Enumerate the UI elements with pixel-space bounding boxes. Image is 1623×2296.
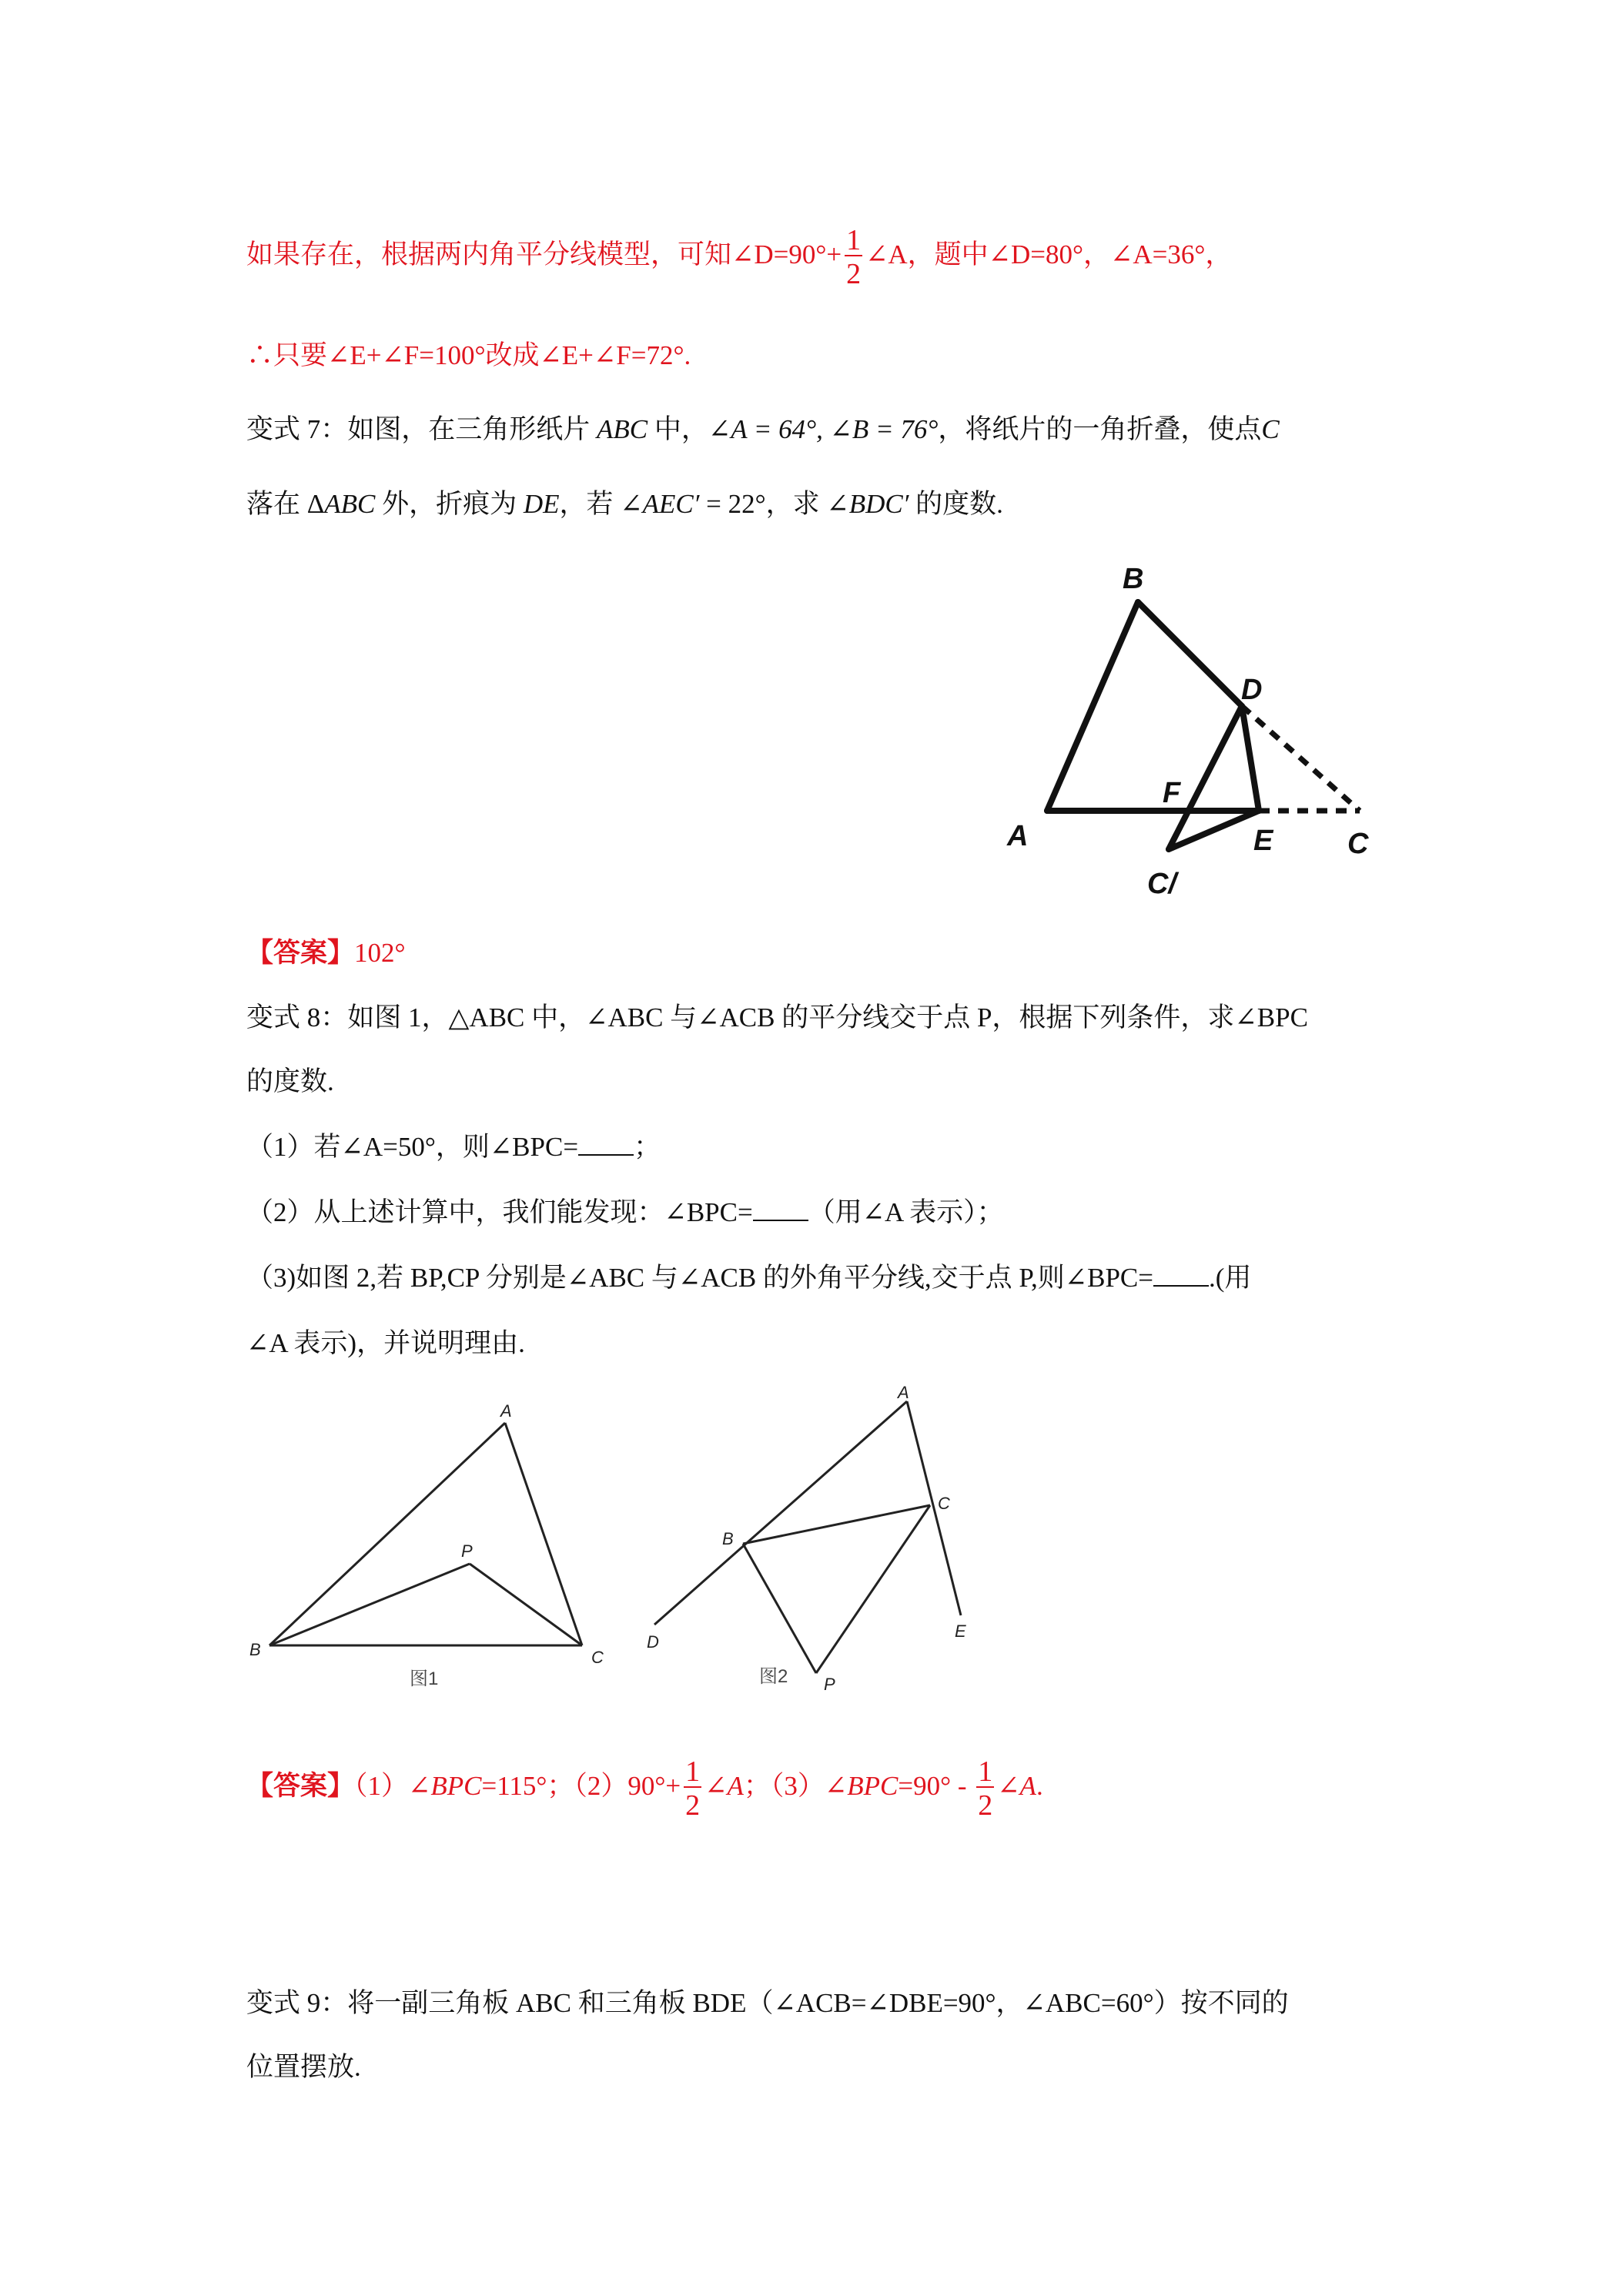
fraction-denominator: 2 — [978, 1789, 993, 1822]
variant-9-line-2: 位置摆放. — [246, 2052, 361, 2082]
fold-triangle-figure — [993, 554, 1401, 909]
math: BDC′ — [848, 489, 909, 519]
label-b: B — [1123, 563, 1144, 595]
text: = 22°，求 ∠ — [699, 489, 849, 519]
text: .(用 — [1209, 1263, 1252, 1293]
label-a: A — [1007, 820, 1029, 852]
variant-8-q2 — [246, 1193, 1004, 1232]
variant-8-q3-line-2: ∠A 表示)，并说明理由. — [246, 1328, 525, 1358]
label-b: B — [722, 1529, 734, 1548]
solution-line-1 — [246, 226, 1232, 289]
variant-9-line-1: 变式 9：将一副三角板 ABC 和三角板 BDE（∠ACB=∠DBE=90°，∠ABC=60°）按不同的 — [246, 1988, 1289, 2018]
math: C — [1261, 414, 1280, 444]
answer-7 — [246, 934, 406, 972]
answer-tag: 【答案】 — [246, 1771, 355, 1802]
label-a: A — [500, 1401, 512, 1421]
segment-bp — [743, 1544, 816, 1673]
variant-8-line-2: 的度数. — [246, 1066, 334, 1096]
label-a: A — [898, 1383, 909, 1402]
text: （2）从上述计算中，我们能发现：∠BPC= — [246, 1197, 753, 1227]
solution-line-2: ∴只要∠E+∠F=100°改成∠E+∠F=72°. — [246, 340, 691, 370]
text: ；（3） — [743, 1771, 825, 1802]
label-d: D — [647, 1632, 659, 1652]
segment-ba — [269, 1423, 505, 1645]
dashed-dc — [1242, 706, 1360, 811]
answer-value: 102° — [354, 938, 406, 968]
fraction-numerator: 1 — [685, 1755, 701, 1788]
text: ，将纸片的一角折叠，使点 — [938, 414, 1262, 444]
segment-bc — [743, 1505, 930, 1544]
solution-text: ∠A，题中∠D=80°，∠A=36°， — [865, 239, 1233, 270]
segment-pc — [470, 1564, 582, 1645]
text: 变式 7：如图，在三角形纸片 — [246, 414, 597, 444]
label-p: P — [824, 1675, 835, 1694]
text: 的度数. — [909, 489, 1003, 519]
answer-tag: 【答案】 — [246, 938, 355, 968]
fraction — [684, 1757, 701, 1820]
segment-ab — [1047, 602, 1138, 811]
fraction — [976, 1757, 994, 1820]
math: ∠A = 64°, ∠B = 76° — [708, 414, 939, 444]
text: ，若 ∠ — [559, 489, 643, 519]
fraction-numerator: 1 — [846, 224, 862, 256]
text: （1） — [354, 1771, 409, 1802]
label-p: P — [461, 1541, 473, 1561]
math: ABC — [597, 414, 648, 444]
fraction-numerator: 1 — [978, 1755, 993, 1788]
math: DE — [523, 489, 560, 519]
label-c: C — [1347, 828, 1369, 860]
text: 外，折痕为 — [375, 489, 524, 519]
answer-blank — [753, 1197, 808, 1221]
math: AEC′ — [642, 489, 700, 519]
text: . — [1036, 1771, 1043, 1802]
label-b: B — [249, 1640, 261, 1659]
variant-7-line-1 — [246, 410, 1280, 449]
figure-2-caption: 图2 — [759, 1666, 788, 1687]
segment-bp — [269, 1564, 470, 1645]
variant-7-line-2 — [246, 485, 1003, 524]
fraction — [845, 226, 862, 289]
text: （1）若∠A=50°，则∠BPC= — [246, 1132, 579, 1162]
text: ； — [634, 1132, 661, 1162]
figure-1 — [239, 1386, 631, 1694]
answer-blank — [1153, 1262, 1209, 1287]
label-f: F — [1163, 777, 1181, 809]
variant-8-q1 — [246, 1128, 661, 1166]
answer-8 — [246, 1757, 1043, 1820]
label-c: C — [591, 1648, 604, 1667]
segment-da — [654, 1401, 907, 1625]
answer-blank — [578, 1131, 634, 1156]
label-e: E — [955, 1622, 966, 1641]
math: ∠A — [704, 1771, 744, 1802]
segment-cp — [816, 1505, 930, 1673]
text: =90° - — [898, 1771, 974, 1802]
segment-ac — [505, 1423, 582, 1645]
math: ∠BPC — [408, 1771, 482, 1802]
math: ∠A — [997, 1771, 1036, 1802]
figure-2 — [631, 1378, 986, 1702]
fraction-denominator: 2 — [685, 1789, 701, 1822]
solution-text: 如果存在，根据两内角平分线模型，可知∠D=90°+ — [246, 239, 842, 270]
label-e: E — [1253, 825, 1273, 857]
text: =115°；（2）90°+ — [481, 1771, 681, 1802]
fraction-denominator: 2 — [846, 258, 862, 290]
segment-bd — [1138, 602, 1242, 706]
text: 中， — [648, 414, 708, 444]
text: （3)如图 2,若 BP,CP 分别是∠ABC 与∠ACB 的外角平分线,交于点 P,则∠BPC= — [246, 1263, 1153, 1293]
text: 落在 Δ — [246, 489, 325, 519]
label-d: D — [1241, 674, 1263, 706]
variant-8-q3-line-1 — [246, 1259, 1251, 1297]
variant-8-line-1: 变式 8：如图 1，△ABC 中，∠ABC 与∠ACB 的平分线交于点 P，根据下列条件，求∠BPC — [246, 1002, 1308, 1033]
text: （用∠A 表示）； — [808, 1197, 1004, 1227]
label-c-prime: C/ — [1147, 868, 1176, 900]
math: ∠BPC — [824, 1771, 899, 1802]
label-c: C — [938, 1494, 950, 1513]
figure-1-caption: 图1 — [410, 1668, 439, 1689]
math: ABC — [324, 489, 376, 519]
